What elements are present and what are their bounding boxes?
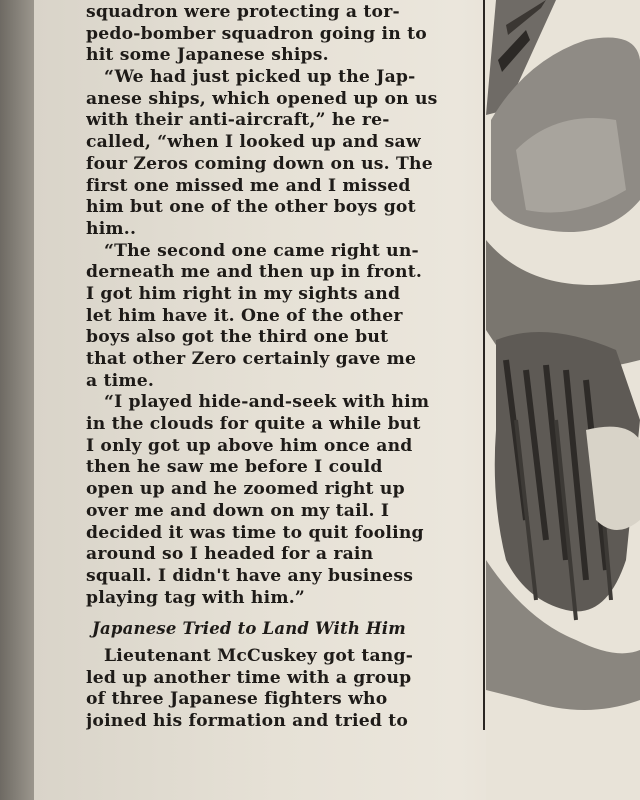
illustration-drawing [486, 0, 640, 800]
article-line: I got him right in my sights and [86, 283, 401, 304]
article-line: then he saw me before I could [86, 457, 383, 478]
article-line: boys also got the third one but [86, 327, 389, 348]
page-edge [0, 0, 34, 800]
article-line: first one missed me and I missed [86, 175, 411, 196]
article-line: playing tag with him.” [86, 587, 306, 608]
column-rule [483, 0, 485, 730]
article-line: anese ships, which opened up on us [86, 88, 438, 109]
article-line: joined his formation and tried to [86, 711, 409, 732]
article-line: in the clouds for quite a while but [86, 414, 421, 435]
article-line: Lieutenant McCuskey got tang- [104, 645, 414, 666]
article-line: let him have it. One of the other [86, 305, 403, 326]
article-column [86, 2, 474, 800]
article-line: with their anti-aircraft,” he re- [86, 110, 390, 131]
article-line: “The second one came right un- [104, 240, 419, 261]
article-line: him.. [86, 218, 137, 239]
article-line: four Zeros coming down on us. The [86, 153, 433, 174]
article-line: him but one of the other boys got [86, 197, 416, 218]
article-line: around so I headed for a rain [86, 544, 374, 565]
article-line: open up and he zoomed right up [86, 479, 405, 500]
article-line: “We had just picked up the Jap- [104, 67, 416, 88]
article-line: squall. I didn't have any business [86, 565, 414, 586]
article-line: called, “when I looked up and saw [86, 132, 421, 153]
article-line: squadron were protecting a tor- [86, 2, 400, 22]
article-line: “I played hide-and-seek with him [104, 392, 430, 413]
subheading: Japanese Tried to Land With Him [92, 619, 406, 639]
article-line: of three Japanese fighters who [86, 689, 388, 710]
illustration-panel [486, 0, 640, 800]
article-line: decided it was time to quit fooling [86, 522, 424, 543]
article-line: that other Zero certainly gave me [86, 349, 417, 369]
article-line: derneath me and then up in front. [86, 262, 423, 283]
article-line: a time. [86, 370, 155, 391]
article-line: hit some Japanese ships. [86, 45, 329, 66]
article-line: I only got up above him once and [86, 435, 413, 456]
article-line: over me and down on my tail. I [86, 500, 390, 521]
article-line: led up another time with a group [86, 667, 412, 688]
article-line: pedo-bomber squadron going in to [86, 23, 427, 44]
